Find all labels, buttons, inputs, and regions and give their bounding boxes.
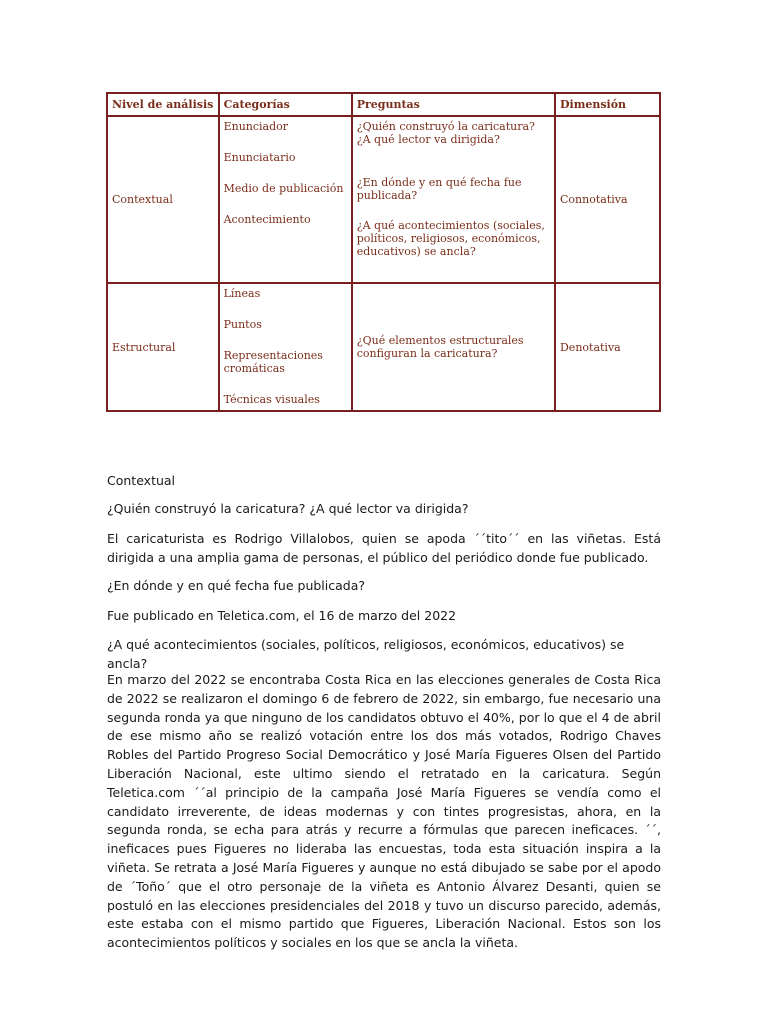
- category-item: Acontecimiento: [223, 213, 311, 226]
- question-item: ¿Qué elementos estructurales configuran la caricatura?: [356, 334, 524, 360]
- cell-dimension: Connotativa: [555, 116, 660, 283]
- cell-dimension: Denotativa: [555, 283, 660, 411]
- section-title: Contextual: [107, 473, 176, 488]
- answer-2: Fue publicado en Teletica.com, el 16 de marzo del 2022: [107, 608, 457, 623]
- answer-1: El caricaturista es Rodrigo Villalobos, quien se apoda ´´tito´´ en las viñetas. Está dirigida a una amplia gama de personas, el público del periódico donde fue publicado.: [107, 531, 661, 565]
- cell-level: Contextual: [107, 116, 219, 283]
- question-3: ¿A qué acontecimientos (sociales, políticos, religiosos, económicos, educativos) se ancla?: [107, 637, 625, 671]
- category-item: Líneas: [223, 287, 261, 300]
- header-nivel: Nivel de análisis: [107, 93, 219, 116]
- question-1: ¿Quién construyó la caricatura? ¿A qué lector va dirigida?: [107, 501, 469, 516]
- cell-level: Estructural: [107, 283, 219, 411]
- category-item: Enunciatario: [223, 151, 296, 164]
- table-row: [107, 116, 660, 283]
- answer-3: En marzo del 2022 se encontraba Costa Rica en las elecciones generales de Costa Rica de 2022 se realizaron el domingo 6 de febrero de 2022, sin embargo, fue necesario una segunda ronda ya que ninguno de los candidatos obtuvo el 40%, por lo que el 4 de abril de ese mismo año se realizó votación entre los dos más votados, Rodrigo Chaves Robles del Partido Progreso Social Democrático y José María Figueres Olsen del Partido Liberación Nacional, este ultimo siendo el retratado en la caricatura. Según Teletica.com ´´al principio de la campaña José María Figueres se vendía como el candidato irreverente, de ideas modernas y con tintes progresistas, ahora, en la segunda ronda, se echa para atrás y recurre a fórmulas que parecen ineficaces. ´´, ineficaces pues Figueres no lideraba las encuestas, toda esta situación inspira a la viñeta. Se retrata a José María Figueres y aunque no está dibujado se sabe por el apodo de ´Toño´ que el otro personaje de la viñeta es Antonio Álvarez Desanti, quien se postuló en las elecciones presidenciales del 2018 y tuvo un discurso parecido, además, este estaba con el mismo partido que Figueres, Liberación Nacional. Estos son los acontecimientos políticos y sociales en los que se ancla la viñeta.: [107, 672, 661, 951]
- question-item: ¿En dónde y en qué fecha fue publicada?: [356, 176, 522, 202]
- table-header-row: [107, 93, 660, 116]
- cell-categories: [219, 116, 352, 283]
- category-item: Medio de publicación: [223, 182, 344, 195]
- category-item: Puntos: [223, 318, 262, 331]
- analysis-table: [106, 92, 661, 412]
- cell-categories: [219, 283, 352, 411]
- table-row: [107, 283, 660, 411]
- header-dimension: Dimensión: [555, 93, 660, 116]
- cell-questions: [352, 116, 555, 283]
- question-item: ¿Quién construyó la caricatura? ¿A qué lector va dirigida?: [356, 120, 535, 146]
- category-item: Representaciones cromáticas: [223, 349, 323, 375]
- category-item: Técnicas visuales: [223, 393, 320, 406]
- cell-questions: [352, 283, 555, 411]
- header-preguntas: Preguntas: [352, 93, 555, 116]
- category-item: Enunciador: [223, 120, 289, 133]
- question-item: ¿A qué acontecimientos (sociales, políticos, religiosos, económicos, educativos) se ancla?: [356, 219, 545, 258]
- question-2: ¿En dónde y en qué fecha fue publicada?: [107, 578, 366, 593]
- header-categorias: Categorías: [219, 93, 352, 116]
